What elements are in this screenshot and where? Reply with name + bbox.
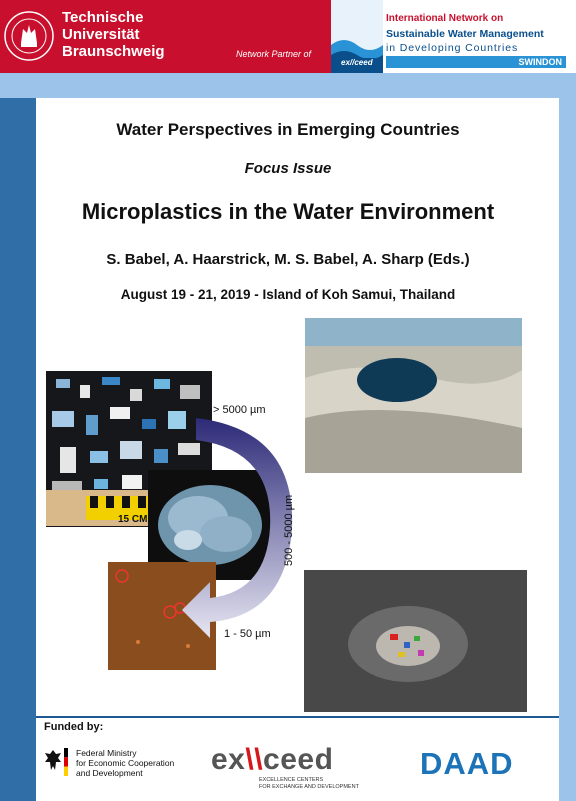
bmz-line-2: for Economic Cooperation	[76, 758, 175, 768]
exceed-badge: ex//ceed	[341, 58, 373, 67]
ruler-label: 15 CM	[118, 514, 148, 525]
bmz-line-1: Federal Ministry	[76, 748, 137, 758]
book-title: Microplastics in the Water Environment	[81, 199, 495, 224]
exceed-logo-left: ex	[211, 743, 246, 776]
german-flag-icon	[64, 748, 68, 776]
ocean-garbage-photo	[305, 318, 522, 473]
editors: S. Babel, A. Haarstrick, M. S. Babel, A. Sharp (Eds.)	[106, 251, 470, 268]
tu-name-line-1: Technische	[62, 9, 144, 26]
bird-carcass-photo	[304, 570, 527, 712]
series-title: Water Perspectives in Emerging Countries	[116, 120, 460, 139]
inwm-line-2: Sustainable Water Management	[386, 28, 544, 40]
daad-logo: DAAD	[420, 746, 514, 781]
federal-eagle-icon	[44, 748, 62, 774]
inwm-logo	[331, 0, 576, 73]
network-partner-label: Network Partner of	[236, 49, 312, 59]
inwm-line-3: in Developing Countries	[386, 42, 519, 54]
focus-label: Focus Issue	[244, 160, 332, 177]
funded-by-label: Funded by:	[44, 721, 104, 733]
tu-braunschweig-banner	[0, 0, 331, 73]
exceed-logo	[211, 743, 333, 777]
bmz-name	[76, 748, 174, 778]
exceed-sub-line-1: EXCELLENCE CENTERS	[259, 777, 324, 783]
tu-name	[62, 9, 165, 60]
size-label-medium: 500 - 5000 µm	[283, 494, 295, 566]
tu-name-line-2: Universität	[62, 26, 140, 43]
tu-seal-icon	[3, 3, 55, 69]
exceed-subtitle	[259, 777, 359, 791]
header-bar	[0, 0, 576, 73]
size-label-large: > 5000 µm	[213, 404, 266, 416]
inwm-line-4: SWINDON	[386, 56, 566, 68]
date-place: August 19 - 21, 2019 - Island of Koh Samui, Thailand	[120, 287, 456, 302]
bird-scene	[304, 570, 527, 712]
inwm-line-1: International Network on	[386, 13, 504, 24]
ocean-scene	[305, 318, 522, 473]
exceed-slash-icon: \\	[245, 743, 264, 776]
bmz-line-3: and Development	[76, 768, 143, 778]
size-label-small: 1 - 50 µm	[224, 628, 271, 640]
tu-name-line-3: Braunschweig	[62, 43, 165, 60]
exceed-logo-right: ceed	[263, 743, 334, 776]
exceed-sub-line-2: FOR EXCHANGE AND DEVELOPMENT	[259, 784, 359, 790]
